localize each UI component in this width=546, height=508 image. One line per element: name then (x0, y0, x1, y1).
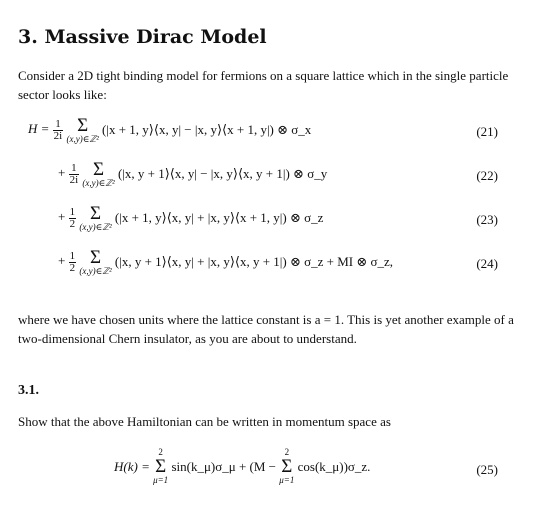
sum-symbol: Σ (x,y)∈ℤ² (79, 203, 112, 232)
sum-symbol: Σ (x,y)∈ℤ² (82, 159, 115, 188)
equation-number: (24) (476, 256, 498, 271)
sum-symbol: 2 Σ μ=1 (153, 447, 169, 485)
subsection-title: 3.1. (18, 383, 39, 398)
eq-fraction: $\frac{1}{2}$ (69, 249, 76, 274)
intro-paragraph: Consider a 2D tight binding model for fermions on a square lattice which in the single particle sector looks like: (18, 68, 509, 102)
eq-fraction: $\frac{1}{2i}$ (53, 117, 63, 142)
sum-symbol: Σ (x,y)∈ℤ² (66, 115, 99, 144)
equation-23 (0, 204, 546, 246)
sum-symbol: Σ (x,y)∈ℤ² (79, 247, 112, 276)
eq-fraction: $\frac{1}{2}$ (69, 205, 76, 230)
eq-fraction: $\frac{1}{2i}$ (69, 161, 79, 186)
equation-24 (0, 248, 546, 290)
eq-body: (|x + 1, y⟩⟨x, y| − |x, y⟩⟨x + 1, y|) ⊗ σ_x (102, 122, 312, 137)
equation-25 (0, 444, 546, 500)
eq-body: (|x, y + 1⟩⟨x, y| + |x, y⟩⟨x, y + 1|) ⊗ σ_z + MI ⊗ σ_z, (114, 254, 394, 269)
eq-part-1: sin(k_μ)σ_μ + (M − (171, 458, 277, 474)
equation-number: (25) (476, 462, 498, 477)
equation-number: (22) (476, 168, 498, 183)
equation-number: (23) (476, 212, 498, 227)
eq-lhs: H = (28, 120, 50, 136)
sum-symbol: 2 Σ μ=1 (279, 447, 295, 485)
section-title: 3. Massive Dirac Model (18, 26, 267, 48)
after-paragraph: where we have chosen units where the lattice constant is a = 1. This is yet another example of a two-dimensional Chern insulator, as you are about to understand. (18, 312, 514, 346)
eq-prefix: + (58, 252, 66, 268)
eq-prefix: + (58, 164, 66, 180)
eq-prefix: + (58, 208, 66, 224)
eq-body: (|x + 1, y⟩⟨x, y| + |x, y⟩⟨x + 1, y|) ⊗ σ_z (114, 210, 324, 225)
task-paragraph: Show that the above Hamiltonian can be written in momentum space as (18, 414, 391, 429)
eq-lhs: H(k) = (114, 458, 150, 474)
eq-part-2: cos(k_μ))σ_z. (297, 458, 371, 474)
equation-22 (0, 160, 546, 202)
eq-body: (|x, y + 1⟩⟨x, y| − |x, y⟩⟨x, y + 1|) ⊗ σ_y (117, 166, 328, 181)
equation-number: (21) (476, 124, 498, 139)
equation-21 (0, 116, 546, 158)
